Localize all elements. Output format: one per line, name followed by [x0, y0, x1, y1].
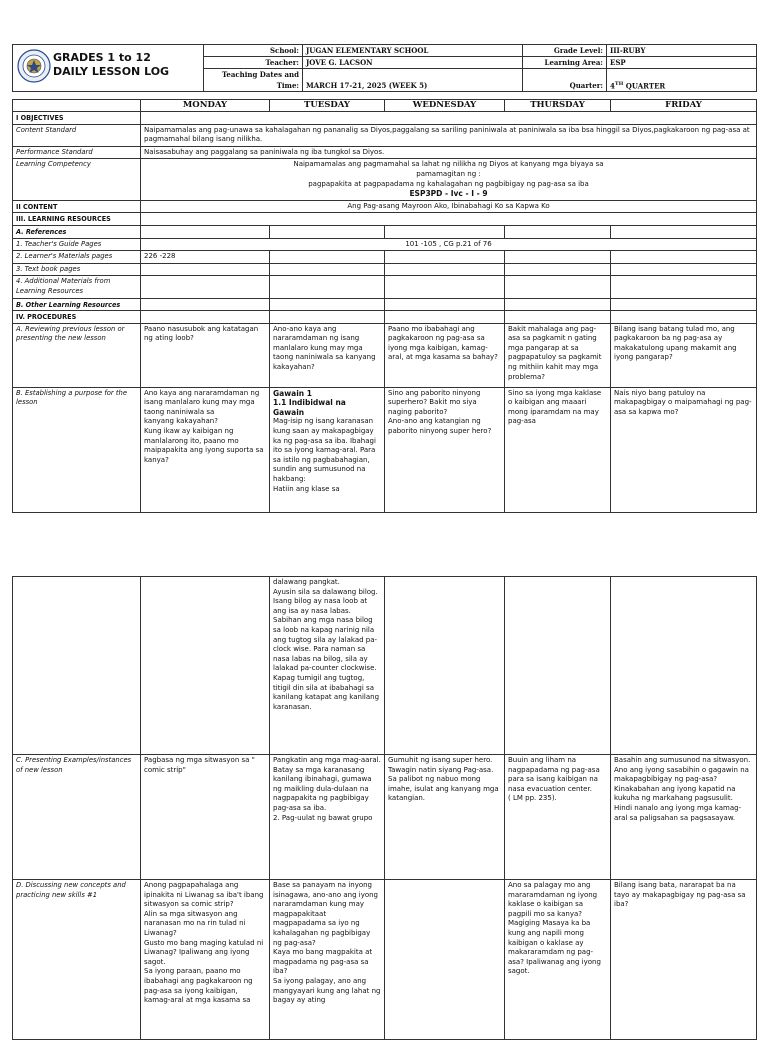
pr-cell-mon — [141, 311, 270, 324]
school-value: JUGAN ELEMENTARY SCHOOL — [303, 45, 523, 57]
teachers-guide-row — [13, 238, 757, 251]
competency-code: ESP3PD - Ivc - I - 9 — [409, 189, 488, 199]
teacher-label: Teacher: — [204, 57, 303, 69]
lesson-log-table — [12, 99, 757, 513]
or-cell-fri — [611, 298, 757, 311]
tb-cell-wed — [385, 263, 505, 276]
teacher-value: JOVE G. LACSON — [303, 57, 523, 69]
learners-materials-row — [13, 251, 757, 264]
ref-cell-tue — [270, 225, 385, 238]
teachers-guide-label: 1. Teacher's Guide Pages — [13, 238, 141, 251]
lm-cell-tue — [270, 251, 385, 264]
procedure-d-tuesday: Base sa panayam na inyong isinagawa, ano-ano ang iyong nararamdaman kung may magpapakitaat magpapadama sa iyo ng kahalagahan ng pagbibigay ng pag-asa? Kaya mo bang magpakita at magpadama ng pag-asa sa iba? Sa iyong palagay, ano ang mangyayari kung ang lahat ng bagay ay ating — [270, 880, 385, 1040]
learning-area-label: Learning Area: — [523, 57, 607, 69]
learning-competency-label: Learning Competency — [13, 159, 141, 200]
learning-area-value: ESP — [607, 57, 757, 69]
procedures-row — [13, 311, 757, 324]
header-table — [12, 44, 757, 92]
header-logo-title — [13, 45, 204, 92]
continuation-tuesday: dalawang pangkat. Ayusin sila sa dalawang bilog. Isang bilog ay nasa loob at ang isa ay nasa labas. Sabihan ang mga nasa bilog sa loob na kapag narinig nila ang tugtog sila ay lalakad pa-clock wise. Para naman sa nasa labas na bilog, sila ay lalakad pa-counter clockwise. Kapag tumigil ang tugtog, titigil din sila at ibabahagi sa kanilang katapat ang kanilang karanasan. — [270, 577, 385, 755]
day-thursday: THURSDAY — [505, 100, 611, 112]
procedure-d-row — [13, 880, 757, 1040]
grade-level-value: III-RUBY — [607, 45, 757, 57]
performance-standard-row — [13, 146, 757, 159]
quarter-label: Quarter: — [523, 69, 607, 92]
continuation-row — [13, 577, 757, 755]
procedure-a-label: A. Reviewing previous lesson or presenting the new lesson — [13, 323, 141, 387]
day-monday: MONDAY — [141, 100, 270, 112]
pr-cell-thu — [505, 311, 611, 324]
procedure-d-label: D. Discussing new concepts and practicing new skills #1 — [13, 880, 141, 1040]
tb-cell-thu — [505, 263, 611, 276]
am-cell-wed — [385, 276, 505, 298]
procedure-b-tuesday — [270, 387, 385, 512]
procedure-d-monday: Anong pagpapahalaga ang ipinakita ni Liwanag sa iba't ibang sitwasyon sa comic strip? Alin sa mga sitwasyon ang naranasan mo na rin tulad ni Liwanag? Gusto mo bang maging katulad ni Liwanag? Ipaliwang ang iyong sagot. Sa iyong paraan, paano mo ibabahagi ang pagkakaroon ng pag-asa sa iyong kaibigan, kamag-aral at mga kasama sa — [141, 880, 270, 1040]
teachers-guide-text: 101 -105 , CG p.21 of 76 — [141, 238, 757, 251]
quarter-suffix: TH — [614, 80, 624, 87]
procedure-b-row — [13, 387, 757, 512]
cont-cell-thu — [505, 577, 611, 755]
tb-cell-mon — [141, 263, 270, 276]
or-cell-wed — [385, 298, 505, 311]
teaching-dates-value: MARCH 17-21, 2025 (WEEK 5) — [303, 69, 523, 92]
am-cell-tue — [270, 276, 385, 298]
gawain-title: Gawain 1 — [273, 388, 312, 398]
section-other-resources: B. Other Learning Resources — [13, 298, 141, 311]
or-cell-tue — [270, 298, 385, 311]
competency-line-3: pagpapakita at pagpapadama ng kahalagahan ng pagbibigay ng pag-asa sa iba — [308, 179, 589, 188]
ref-cell-mon — [141, 225, 270, 238]
procedure-d-friday: Bilang isang bata, nararapat ba na tayo ay makapagbigay ng pag-asa sa iba? — [611, 880, 757, 1040]
lesson-log-table-continued — [12, 576, 757, 1040]
quarter-number: 4 — [610, 81, 615, 90]
procedure-c-monday: Pagbasa ng mga sitwasyon sa " comic strip" — [141, 755, 270, 880]
procedure-c-row — [13, 755, 757, 880]
performance-standard-text: Naisasabuhay ang paggalang sa paniniwala ng iba tungkol sa Diyos. — [141, 146, 757, 159]
objectives-row — [13, 112, 757, 125]
day-tuesday: TUESDAY — [270, 100, 385, 112]
section-procedures: IV. PROCEDURES — [13, 311, 141, 324]
pr-cell-wed — [385, 311, 505, 324]
day-wednesday: WEDNESDAY — [385, 100, 505, 112]
cont-cell-label — [13, 577, 141, 755]
pr-cell-tue — [270, 311, 385, 324]
pr-cell-fri — [611, 311, 757, 324]
gawain-text: Mag-isip ng isang karanasan kung saan ay makapagbigay ka ng pag-asa sa iba. Ibahagi ito sa iyong kamag-aral. Para sa istilo ng pagbabahagian, sundin ang sumusunod na hakbang: Hatiin ang klase sa — [273, 417, 376, 493]
procedure-c-friday: Basahin ang sumusunod na sitwasyon. Ano ang iyong sasabihin o gagawin na makapagbibigay ng pag-asa? Kinakabahan ang iyong kapatid na kukuha ng markahang pagsusulit. Hindi nanalo ang iyong mga kamag-aral sa paligsahan sa pagsasayaw. — [611, 755, 757, 880]
lm-cell-wed — [385, 251, 505, 264]
tb-cell-fri — [611, 263, 757, 276]
time-label: Time: — [204, 80, 303, 92]
additional-materials-label: 4. Additional Materials from Learning Resources — [13, 276, 141, 298]
procedure-b-label: B. Establishing a purpose for the lesson — [13, 387, 141, 512]
procedure-b-wednesday: Sino ang paborito ninyong superhero? Bakit mo siya naging paborito? Ano-ano ang katangian ng paborito ninyong super hero? — [385, 387, 505, 512]
ref-cell-thu — [505, 225, 611, 238]
quarter-word: QUARTER — [623, 81, 666, 90]
objectives-blank — [141, 112, 757, 125]
procedure-a-thursday: Bakit mahalaga ang pag-asa sa pagkamit n gating mga pangarap at sa pagpapatuloy sa pagkamit ng mithiin kahit may mga problema? — [505, 323, 611, 387]
am-cell-fri — [611, 276, 757, 298]
procedure-d-thursday: Ano sa palagay mo ang mararamdaman ng iyong kaklase o kaibigan sa pagpili mo sa kanya? Magiging Masaya ka ba kung ang napili mong kaibigan o kaklase ay makararamdam ng pag-asa? Ipaliwanag ang iyong sagot. — [505, 880, 611, 1040]
procedure-d-wednesday — [385, 880, 505, 1040]
tb-cell-tue — [270, 263, 385, 276]
competency-line-2: pamamagitan ng : — [416, 169, 481, 178]
resources-blank — [141, 213, 757, 226]
textbook-label: 3. Text book pages — [13, 263, 141, 276]
section-objectives: I OBJECTIVES — [13, 112, 141, 125]
learners-materials-text: 226 -228 — [141, 251, 270, 264]
procedure-c-thursday: Buuin ang liham na nagpapadama ng pag-asa para sa isang kaibigan na nasa evacuation center. ( LM pp. 235). — [505, 755, 611, 880]
procedure-a-row — [13, 323, 757, 387]
content-standard-text: Naipamamalas ang pag-unawa sa kahalagahan ng pananalig sa Diyos,paggalang sa sariling paniniwala at paniniwala sa iba bsa hinggil sa Diyos,pagkakaroon ng pag-asa at pagmamahal bilang isang nilikha. — [141, 124, 757, 146]
learning-competency-row — [13, 159, 757, 200]
content-standard-row — [13, 124, 757, 146]
procedure-c-label: C. Presenting Examples/instances of new lesson — [13, 755, 141, 880]
or-cell-thu — [505, 298, 611, 311]
content-standard-label: Content Standard — [13, 124, 141, 146]
procedure-b-monday: Ano kaya ang nararamdaman ng isang manlalaro kung may mga taong naniniwala sa kanyang kakayahan? Kung ikaw ay kaibigan ng manlalarong ito, paano mo maipapakita ang iyong suporta sa kanya? — [141, 387, 270, 512]
lm-cell-fri — [611, 251, 757, 264]
section-resources: III. LEARNING RESOURCES — [13, 213, 141, 226]
learning-competency-text — [141, 159, 757, 200]
competency-line-1: Naipamamalas ang pagmamahal sa lahat ng nilikha ng Diyos at kanyang mga biyaya sa — [293, 160, 604, 169]
other-resources-row — [13, 298, 757, 311]
cont-cell-wed — [385, 577, 505, 755]
school-label: School: — [204, 45, 303, 57]
performance-standard-label: Performance Standard — [13, 146, 141, 159]
ref-cell-wed — [385, 225, 505, 238]
grade-level-label: Grade Level: — [523, 45, 607, 57]
gawain-subtitle-1: 1.1 Indibidwal na — [273, 398, 346, 408]
quarter-value — [607, 69, 757, 92]
references-row — [13, 225, 757, 238]
teaching-dates-label: Teaching Dates and — [204, 69, 303, 81]
or-cell-mon — [141, 298, 270, 311]
section-content: II CONTENT — [13, 200, 141, 213]
procedure-c-wednesday: Gumuhit ng isang super hero. Tawagin natin siyang Pag-asa. Sa palibot ng nabuo mong imahe, isulat ang kanyang mga katangian. — [385, 755, 505, 880]
resources-row — [13, 213, 757, 226]
cont-cell-fri — [611, 577, 757, 755]
procedure-b-thursday: Sino sa iyong mga kaklase o kaibigan ang maaari mong iparamdam na may pag-asa — [505, 387, 611, 512]
content-row — [13, 200, 757, 213]
cont-cell-mon — [141, 577, 270, 755]
content-text: Ang Pag-asang Mayroon Ako, Ibinabahagi Ko sa Kapwa Ko — [141, 200, 757, 213]
procedure-b-friday: Nais niyo bang patuloy na makapagbigay o maipamahagi ng pag-asa sa kapwa mo? — [611, 387, 757, 512]
lm-cell-thu — [505, 251, 611, 264]
additional-materials-row — [13, 276, 757, 298]
textbook-row — [13, 263, 757, 276]
am-cell-mon — [141, 276, 270, 298]
gawain-subtitle-2: Gawain — [273, 407, 305, 417]
am-cell-thu — [505, 276, 611, 298]
day-header-row — [13, 100, 757, 112]
deped-seal-icon — [17, 49, 51, 83]
ref-cell-fri — [611, 225, 757, 238]
learners-materials-label: 2. Learner's Materials pages — [13, 251, 141, 264]
day-friday: FRIDAY — [611, 100, 757, 112]
procedure-c-tuesday: Pangkatin ang mga mag-aaral. Batay sa mga karanasang kanilang ibinahagi, gumawa ng maikling dula-dulaan na nagpapakita ng pagbibigay pag-asa sa iba. 2. Pag-uulat ng bawat grupo — [270, 755, 385, 880]
procedure-a-wednesday: Paano mo ibabahagi ang pagkakaroon ng pag-asa sa iyong mga kaibigan, kamag-aral, at mga kasama sa bahay? — [385, 323, 505, 387]
procedure-a-friday: Bilang isang batang tulad mo, ang pagkakaroon ba ng pag-asa ay makakatulong upang makamit ang iyong pangarap? — [611, 323, 757, 387]
title-line-2: DAILY LESSON LOG — [53, 65, 170, 78]
title-line-1: GRADES 1 to 12 — [53, 51, 151, 64]
procedure-a-tuesday: Ano-ano kaya ang nararamdaman ng isang manlalaro kung may mga taong naniniwala sa kanyang kakayahan? — [270, 323, 385, 387]
corner-cell — [13, 100, 141, 112]
section-references: A. References — [13, 225, 141, 238]
procedure-a-monday: Paano nasusubok ang katatagan ng ating loob? — [141, 323, 270, 387]
page-title — [53, 51, 169, 79]
